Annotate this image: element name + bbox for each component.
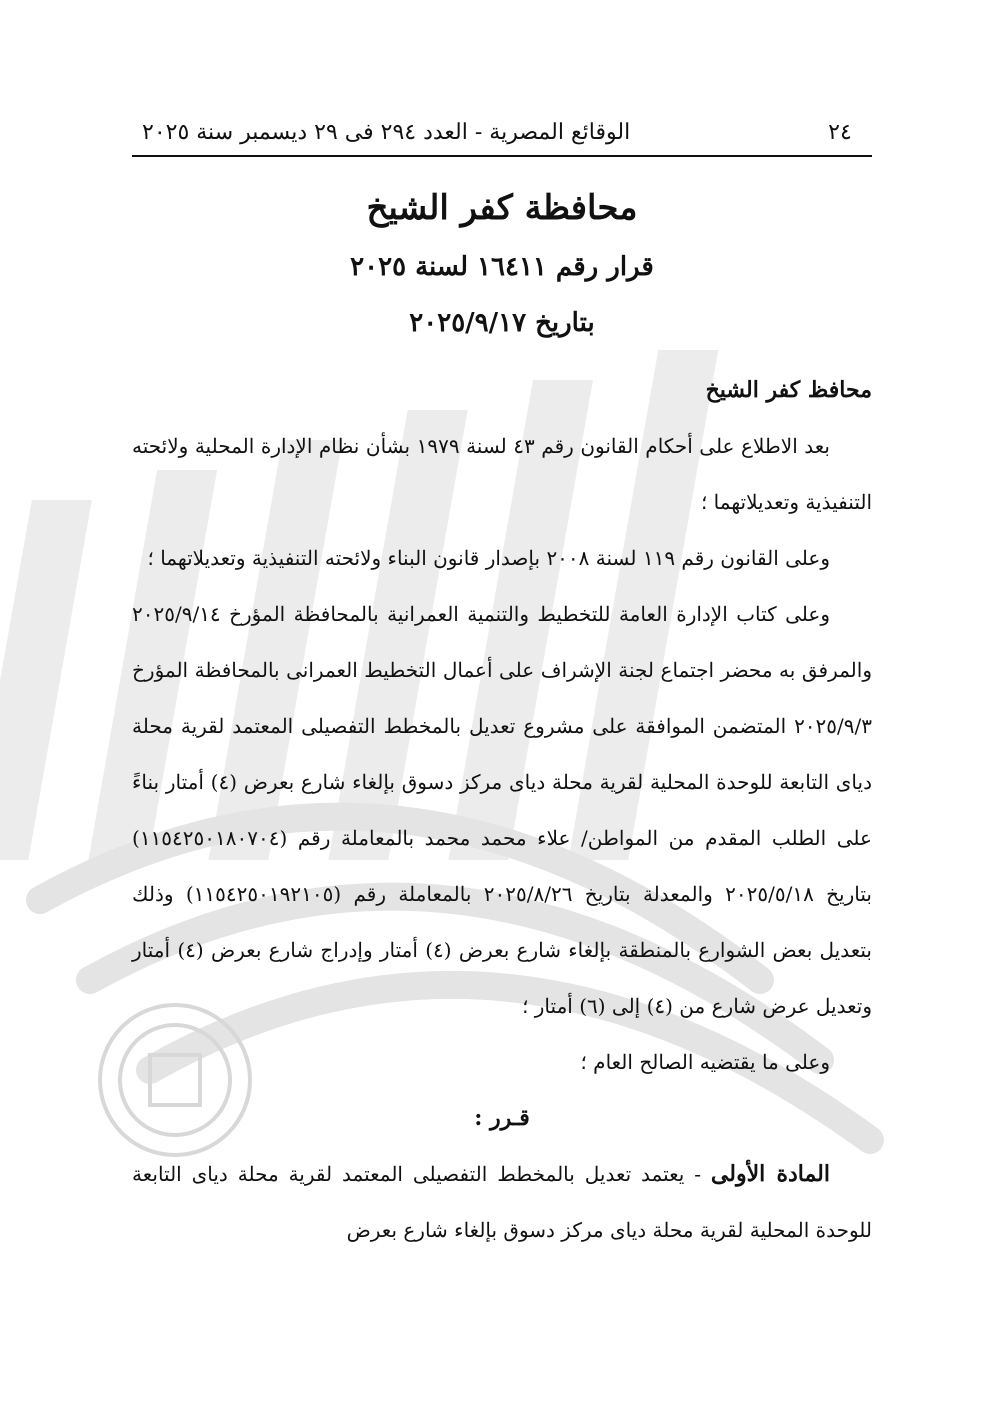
preamble-paragraph: وعلى ما يقتضيه الصالح العام ؛: [580, 1050, 830, 1074]
governorate-title: محافظة كفر الشيخ: [366, 188, 638, 228]
header-divider: [132, 155, 872, 157]
article-paragraph: [132, 1146, 872, 1258]
decided-heading: قـرر :: [474, 1105, 530, 1131]
governor-heading: محافظ كفر الشيخ: [705, 377, 872, 403]
gazette-issue-line: الوقائع المصرية - العدد ٢٩٤ فى ٢٩ ديسمبر سنة ٢٠٢٥: [142, 119, 631, 145]
preamble-paragraph: وعلى كتاب الإدارة العامة للتخطيط والتنمية العمرانية بالمحافظة المؤرخ ٢٠٢٥/٩/١٤ والمرفق به محضر اجتماع لجنة الإشراف على أعمال التخطيط العمرانى بالمحافظة المؤرخ ٢٠٢٥/٩/٣ المتضمن الموافقة على مشروع تعديل بالمخطط التفصيلى المعتمد لقرية محلة دياى التابعة للوحدة المحلية لقرية محلة دياى مركز دسوق بإلغاء شارع بعرض (٤) أمتار بناءً على الطلب المقدم من المواطن/ علاء محمد محمد بالمعاملة رقم (١١٥٤٢٥٠١٨٠٧٠٤) بتاريخ ٢٠٢٥/٥/١٨ والمعدلة بتاريخ ٢٠٢٥/٨/٢٦ بالمعاملة رقم (١١٥٤٢٥٠١٩٢١٠٥) وذلك بتعديل بعض الشوارع بالمنطقة بإلغاء شارع بعرض (٤) أمتار وإدراج شارع بعرض (٤) أمتار وتعديل عرض شارع من (٤) إلى (٦) أمتار ؛: [132, 602, 873, 1018]
decision-date: بتاريخ ٢٠٢٥/٩/١٧: [409, 308, 595, 338]
page-header: [132, 112, 872, 152]
article-text: - يعتمد تعديل بالمخطط التفصيلى المعتمد لقرية محلة دياى التابعة للوحدة المحلية لقرية محلة دياى مركز دسوق بإلغاء شارع بعرض: [132, 1162, 872, 1242]
preamble-paragraph: وعلى القانون رقم ١١٩ لسنة ٢٠٠٨ بإصدار قانون البناء ولائحته التنفيذية وتعديلاتهما ؛: [147, 546, 830, 570]
page-number: ٢٤: [828, 119, 852, 145]
article-title: المادة الأولى: [710, 1161, 831, 1187]
decision-body: [132, 362, 872, 1258]
preamble-paragraph: بعد الاطلاع على أحكام القانون رقم ٤٣ لسنة ١٩٧٩ بشأن نظام الإدارة المحلية ولائحته التنفيذية وتعديلاتهما ؛: [132, 434, 872, 514]
decision-number: قرار رقم ١٦٤١١ لسنة ٢٠٢٥: [350, 252, 654, 282]
